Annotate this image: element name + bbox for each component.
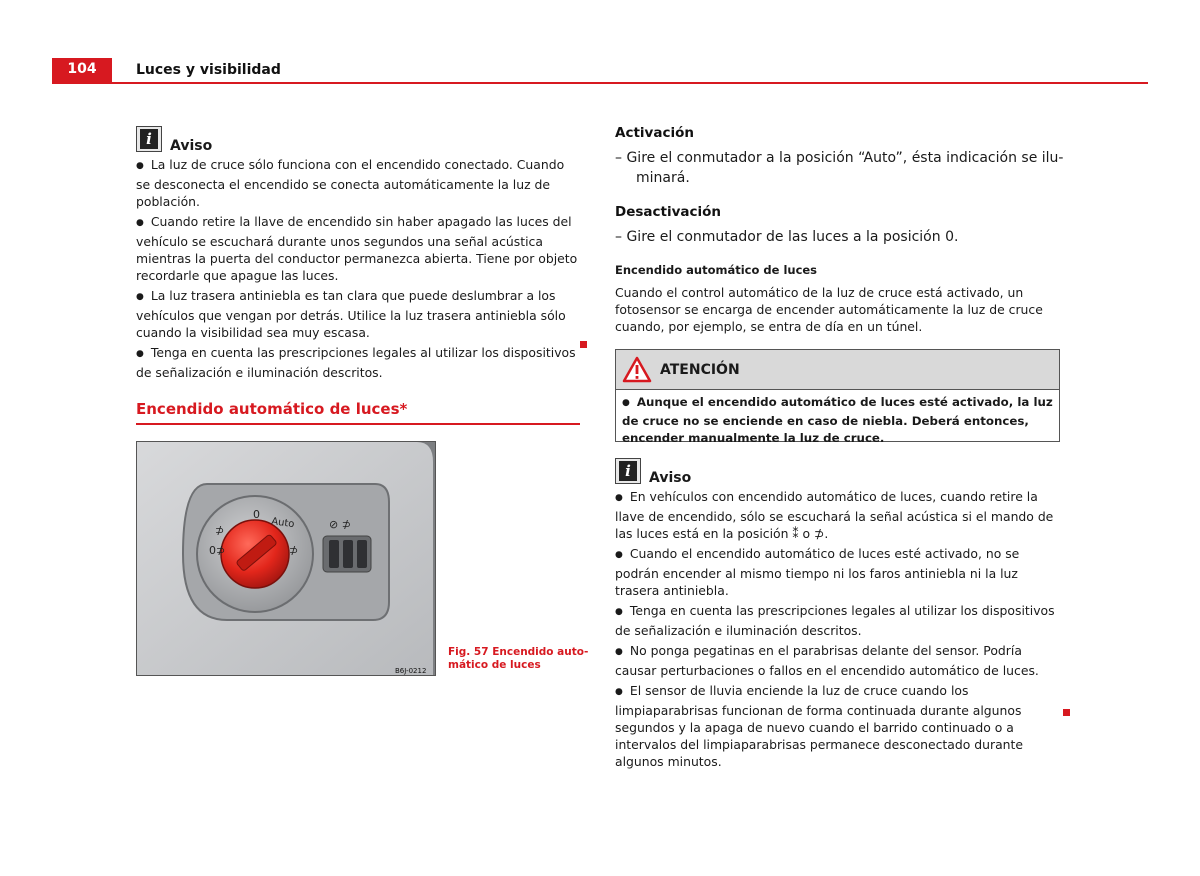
note-bullet: ● No ponga pegatinas en el parabrisas delante del sensor. Podría causar perturbaciones o fallos en el encendido automático de luces. xyxy=(615,642,1060,679)
right-note-heading xyxy=(615,458,691,484)
section-end-marker xyxy=(1063,709,1070,716)
note-bullet: ● Cuando el encendido automático de luces esté activado, no se podrán encender al mismo tiempo ni los faros antiniebla ni la luz trasera antiniebla. xyxy=(615,545,1060,599)
warning-header xyxy=(616,350,1059,390)
warning-box xyxy=(615,349,1060,445)
figure-caption-line: Fig. 57 Encendido auto- xyxy=(448,646,589,658)
deactivation-heading: Desactivación xyxy=(615,204,722,220)
activation-heading: Activación xyxy=(615,125,694,141)
note-bullet: ● El sensor de lluvia enciende la luz de cruce cuando los limpiaparabrisas funcionan de forma continuada durante algunos segundos y la apaga de nuevo cuando el barrido continuado o a intervalos del limpiaparabrisas permanece desconectado durante algunos minutos. xyxy=(615,682,1060,770)
svg-text:⊅: ⊅ xyxy=(215,524,225,537)
figure-caption xyxy=(448,646,588,672)
activation-step: – Gire el conmutador a la posición “Auto”, ésta indicación se ilu- xyxy=(615,150,1064,166)
right-note-body xyxy=(615,488,1060,773)
auto-lights-text: Cuando el control automático de la luz de cruce está activado, un fotosensor se encarga de encender automáticamente la luz de cruce cuando, por ejemplo, se entra de día en un túnel. xyxy=(615,285,1043,334)
switch-label-auto: Auto xyxy=(270,516,296,531)
svg-text:⊅: ⊅ xyxy=(289,544,299,557)
light-switch-illustration xyxy=(137,442,436,676)
running-header-title: Luces y visibilidad xyxy=(136,62,281,78)
svg-text:⊘ ⊅: ⊘ ⊅ xyxy=(329,518,351,531)
note-bullet: ● La luz de cruce sólo funciona con el encendido conectado. Cuando se desconecta el encendido se conecta automáticamente la luz de población. xyxy=(136,156,580,210)
info-icon: i xyxy=(136,126,162,152)
note-bullet: ● Cuando retire la llave de encendido sin haber apagado las luces del vehículo se escuchará durante unos segundos una señal acústica mientras la puerta del conductor permanezca abierta. Tiene por objeto recordarle que apague las luces. xyxy=(136,213,580,284)
warning-bullet: ● Aunque el encendido automático de luces esté activado, la luz de cruce no se enciende en caso de niebla. Deberá entonces, encender manualmente la luz de cruce. xyxy=(622,395,1053,445)
note-label: Aviso xyxy=(649,470,692,486)
section-heading: Encendido automático de luces* xyxy=(136,400,408,418)
switch-label-zero: 0 xyxy=(253,508,260,521)
figure-code: B6J-0212 xyxy=(395,667,427,675)
warning-triangle-icon xyxy=(622,356,652,383)
warning-text xyxy=(616,390,1059,451)
figure-light-switch xyxy=(136,441,436,676)
left-note-heading xyxy=(136,126,212,152)
svg-text:0⊅: 0⊅ xyxy=(209,544,226,557)
note-bullet: ● En vehículos con encendido automático de luces, cuando retire la llave de encendido, sólo se escuchará la señal acústica si el mando de las luces está en la posición ⁑ o ⊅. xyxy=(615,488,1060,542)
section-heading-rule xyxy=(136,423,580,425)
activation-step-cont: minará. xyxy=(636,170,690,186)
note-label: Aviso xyxy=(170,138,213,154)
warning-title: ATENCIÓN xyxy=(660,361,740,378)
figure-caption-line: mático de luces xyxy=(448,659,541,671)
section-end-marker xyxy=(580,341,587,348)
info-icon: i xyxy=(615,458,641,484)
left-note-body xyxy=(136,156,580,384)
deactivation-step: – Gire el conmutador de las luces a la posición 0. xyxy=(615,229,959,245)
note-bullet: ● Tenga en cuenta las prescripciones legales al utilizar los dispositivos de señalización e iluminación descritos. xyxy=(615,602,1060,639)
note-bullet: ● La luz trasera antiniebla es tan clara que puede deslumbrar a los vehículos que vengan por detrás. Utilice la luz trasera antiniebla sólo cuando la visibilidad sea muy escasa. xyxy=(136,287,580,341)
note-bullet: ● Tenga en cuenta las prescripciones legales al utilizar los dispositivos de señalización e iluminación descritos. xyxy=(136,344,580,381)
page-number: 104 xyxy=(67,61,97,77)
auto-lights-heading: Encendido automático de luces xyxy=(615,263,818,277)
header-rule xyxy=(52,82,1148,84)
